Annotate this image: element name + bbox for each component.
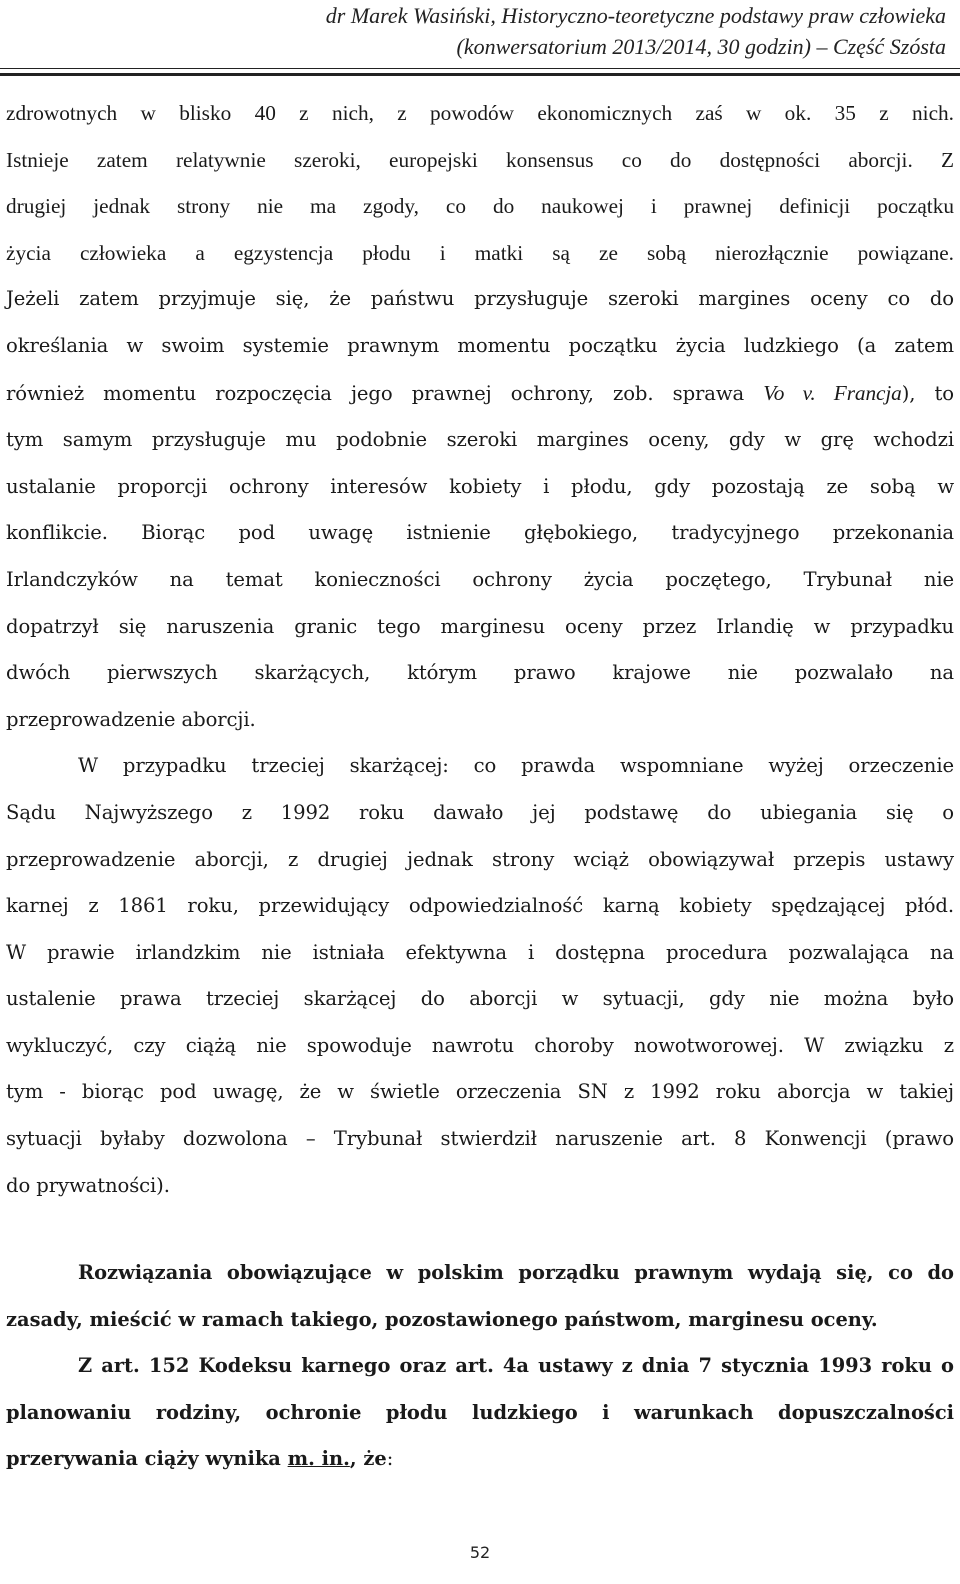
text-line: zasady, mieścić w ramach takiego, pozostawionego państwom, marginesu oceny. (6, 1307, 878, 1331)
main-text (6, 90, 954, 1209)
text-line (6, 370, 954, 418)
bold-text (6, 1250, 954, 1483)
running-header (0, 0, 960, 62)
text-line: ustalanie proporcji ochrony interesów kobiety i płodu, gdy pozostają ze sobą w (6, 474, 954, 498)
text-fragment: , że (349, 1447, 387, 1471)
text-line: Sądu Najwyższego z 1992 roku dawało jej podstawę do ubiegania się o (6, 800, 954, 824)
text-line (6, 1436, 954, 1483)
text-fragment: przerywania ciąży wynika (6, 1447, 288, 1471)
text-line: przeprowadzenie aborcji. (6, 707, 256, 731)
text-line: do prywatności). (6, 1173, 170, 1197)
text-line: życia człowieka a egzystencja płodu i matki są ze sobą nierozłącznie powiązane. (6, 240, 954, 265)
header-line-1: dr Marek Wasiński, Historyczno-teoretyczne podstawy praw człowieka (325, 3, 946, 28)
text-line: przeprowadzenie aborcji, z drugiej jednak strony wciąż obowiązywał przepis ustawy (6, 847, 954, 871)
header-rule-thin (0, 68, 960, 69)
text-line: drugiej jednak strony nie ma zgody, co do naukowej i prawnej definicji początku (6, 194, 954, 219)
text-line: Istnieje zatem relatywnie szeroki, europejski konsensus co do dostępności aborcji. Z (6, 147, 954, 172)
text-fragment: również momentu rozpoczęcia jego prawnej ochrony, zob. sprawa (6, 381, 764, 405)
text-line: W przypadku trzeciej skarżącej: co prawda wspomniane wyżej orzeczenie (78, 754, 954, 778)
text-line: Z art. 152 Kodeksu karnego oraz art. 4a ustawy z dnia 7 stycznia 1993 roku o (78, 1354, 954, 1378)
text-line: tym - biorąc pod uwagę, że w świetle orzeczenia SN z 1992 roku aborcja w takiej (6, 1080, 954, 1104)
text-line: Rozwiązania obowiązujące w polskim porządku prawnym wydają się, co do (78, 1261, 954, 1284)
text-line: konflikcie. Biorąc pod uwagę istnienie głębokiego, tradycyjnego przekonania (6, 521, 954, 545)
text-line: karnej z 1861 roku, przewidujący odpowiedzialność karną kobiety spędzającej płód. (6, 894, 954, 918)
text-line: tym samym przysługuje mu podobnie szeroki margines oceny, gdy w grę wchodzi (6, 428, 954, 452)
text-line: dwóch pierwszych skarżących, którym prawo krajowe nie pozwalało na (6, 661, 954, 685)
header-line-2: (konwersatorium 2013/2014, 30 godzin) – Część Szósta (456, 34, 946, 59)
text-fragment: : (386, 1447, 394, 1471)
text-line: zdrowotnych w blisko 40 z nich, z powodów ekonomicznych zaś w ok. 35 z nich. (6, 101, 954, 125)
text-line: planowaniu rodziny, ochronie płodu ludzkiego i warunkach dopuszczalności (6, 1400, 954, 1424)
text-line: Irlandczyków na temat konieczności ochrony życia poczętego, Trybunał nie (6, 567, 954, 591)
text-line: wykluczyć, czy ciążą nie spowoduje nawrotu choroby nowotworowej. W związku z (6, 1033, 954, 1057)
header-rule-thick (0, 73, 960, 76)
text-line: ustalenie prawa trzeciej skarżącej do aborcji w sytuacji, gdy nie można było (6, 987, 954, 1011)
text-line: sytuacji byłaby dozwolona – Trybunał stwierdził naruszenie art. 8 Konwencji (prawo (6, 1127, 954, 1151)
text-line: W prawie irlandzkim nie istniała efektywna i dostępna procedura pozwalająca na (6, 940, 954, 964)
text-line: określania w swoim systemie prawnym momentu początku życia ludzkiego (a zatem (6, 333, 954, 357)
page-number: 52 (469, 1543, 491, 1562)
text-line: Jeżeli zatem przyjmuje się, że państwu przysługuje szeroki margines oceny co do (6, 287, 954, 311)
underlined-abbreviation: m. in. (287, 1447, 350, 1471)
text-line: dopatrzył się naruszenia granic tego marginesu oceny przez Irlandię w przypadku (6, 614, 954, 638)
text-fragment: ), to (901, 381, 954, 405)
case-name: Vo v. Francja (763, 380, 902, 405)
